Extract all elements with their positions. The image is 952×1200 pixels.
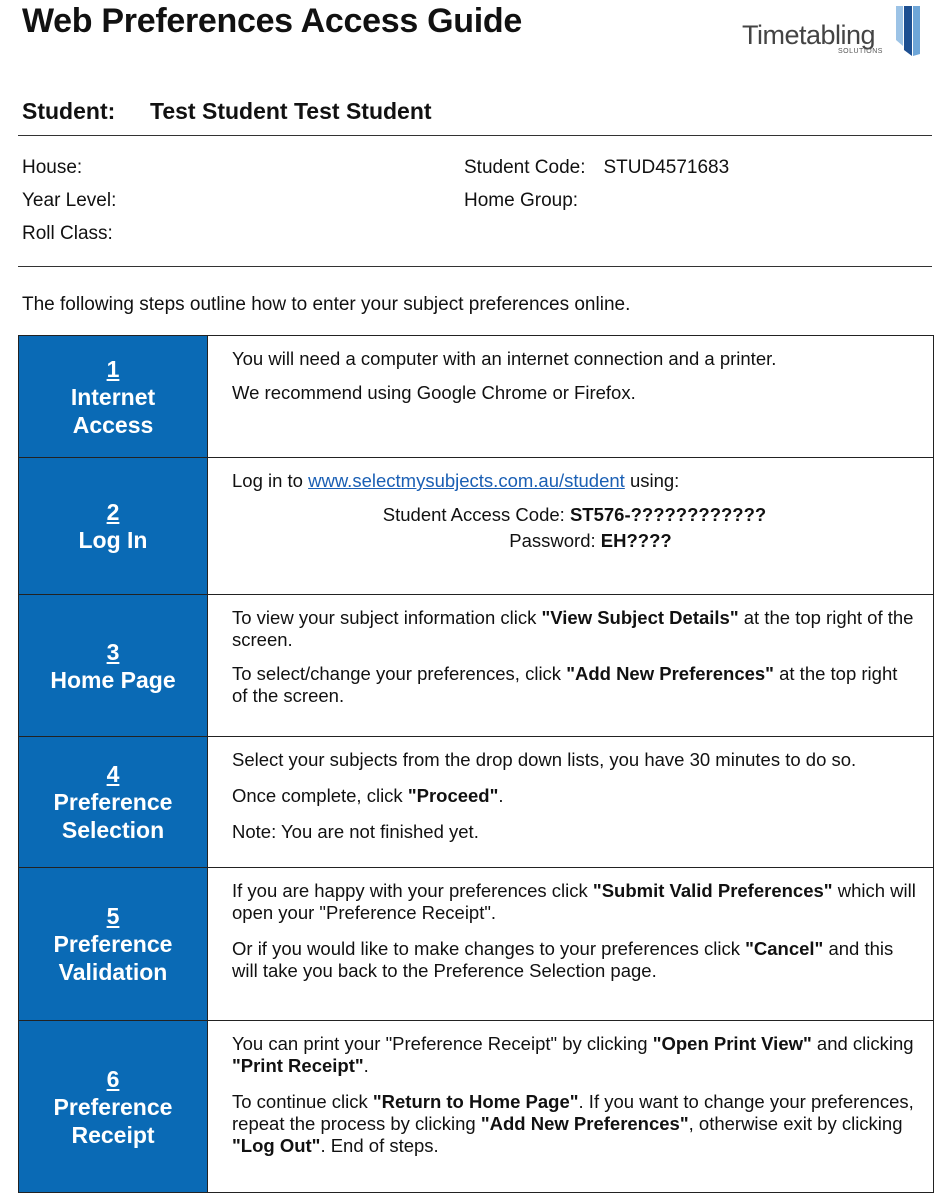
text-span: If you are happy with your preferences click <box>232 880 593 901</box>
step-text <box>232 663 917 707</box>
step-title: Validation <box>58 959 168 985</box>
year-level-label: Year Level: <box>22 190 117 211</box>
step-row <box>19 737 934 868</box>
access-code-value: ST576-???????????? <box>569 504 767 525</box>
step-heading <box>19 595 208 737</box>
text-span: Log in to <box>232 470 309 491</box>
step-number: 1 <box>106 355 120 382</box>
text-span: at the top right of the screen. <box>232 663 898 706</box>
home-group-field <box>464 190 578 212</box>
text-span: , otherwise exit by clicking <box>688 1113 903 1134</box>
access-code-label: Student Access Code: <box>382 504 570 525</box>
select-my-subjects-link[interactable]: www.selectmysubjects.com.au/student <box>308 470 625 491</box>
text-span: . <box>363 1055 369 1076</box>
step-heading <box>19 336 208 458</box>
step-text: Note: You are not finished yet. <box>232 821 479 842</box>
password-label: Password: <box>509 530 601 551</box>
bold-text: "Open Print View" <box>652 1033 812 1054</box>
step-title: Access <box>72 411 154 438</box>
step-text <box>232 607 917 651</box>
text-span: Once complete, click <box>232 785 408 806</box>
logo-wordmark: Timetabling <box>742 20 876 50</box>
bold-text: "Return to Home Page" <box>372 1091 579 1112</box>
logo-subtext: SOLUTIONS <box>838 48 883 55</box>
step-content <box>208 1021 934 1193</box>
step-content <box>208 595 934 737</box>
roll-class-label: Roll Class: <box>22 223 113 244</box>
step-heading <box>19 458 208 595</box>
step-number: 6 <box>106 1065 120 1092</box>
text-span: . End of steps. <box>320 1135 439 1156</box>
step-number: 3 <box>106 638 120 665</box>
intro-text: The following steps outline how to enter your subject preferences online. <box>22 294 631 315</box>
step-number: 2 <box>106 499 120 525</box>
step-title: Preference <box>53 1093 173 1120</box>
step-text <box>232 938 917 982</box>
step-number: 5 <box>106 903 120 929</box>
step-text <box>232 785 917 807</box>
step-content <box>208 737 934 868</box>
text-span: . If you want to change your preferences, repeat the process by clicking <box>232 1091 914 1134</box>
text-span: and clicking <box>811 1033 914 1054</box>
step-text <box>232 880 917 924</box>
step-number: 4 <box>106 761 120 787</box>
step-text <box>232 1091 917 1157</box>
step-heading <box>19 1021 208 1193</box>
step-title: Preference <box>53 931 173 957</box>
text-span: To select/change your preferences, click <box>232 663 567 684</box>
bold-text: "View Subject Details" <box>541 607 739 628</box>
timetabling-logo <box>742 6 922 56</box>
bold-text: "Add New Preferences" <box>480 1113 689 1134</box>
step-content <box>208 336 934 458</box>
step-title: Selection <box>61 817 165 843</box>
text-span: using: <box>624 470 680 491</box>
logo-bars-icon <box>882 6 922 56</box>
bold-text: "Submit Valid Preferences" <box>592 880 833 901</box>
text-span: at the top right of the screen. <box>232 607 914 650</box>
bold-text: "Add New Preferences" <box>566 663 774 684</box>
roll-class-field <box>22 223 113 245</box>
step-content <box>208 868 934 1021</box>
student-code-field <box>464 157 729 179</box>
access-code-line <box>232 504 917 526</box>
step-text: We recommend using Google Chrome or Firefox. <box>232 382 636 403</box>
student-name: Test Student Test Student <box>150 98 432 124</box>
year-level-field <box>22 190 116 212</box>
text-span: Or if you would like to make changes to your preferences click <box>232 938 746 959</box>
house-label: House: <box>22 157 83 178</box>
step-text <box>232 470 917 492</box>
house-field <box>22 157 82 179</box>
step-content <box>208 458 934 595</box>
bold-text: "Log Out" <box>232 1135 321 1156</box>
student-label: Student: <box>22 98 116 124</box>
bold-text: "Print Receipt" <box>232 1055 364 1076</box>
step-title: Home Page <box>50 666 176 693</box>
home-group-label: Home Group: <box>464 190 579 211</box>
step-title: Preference <box>53 789 173 815</box>
step-text <box>232 1033 917 1077</box>
text-span: To continue click <box>232 1091 373 1112</box>
step-heading <box>19 868 208 1021</box>
divider-top <box>18 135 932 136</box>
text-span: which will open your "Preference Receipt". <box>232 880 916 923</box>
step-row <box>19 868 934 1021</box>
step-text: Select your subjects from the drop down lists, you have 30 minutes to do so. <box>232 749 857 770</box>
step-row <box>19 458 934 595</box>
student-code-value: STUD4571683 <box>603 157 730 178</box>
step-title: Internet <box>70 383 156 410</box>
step-text: You will need a computer with an internet connection and a printer. <box>232 348 777 369</box>
step-title: Log In <box>78 527 148 553</box>
step-heading <box>19 737 208 868</box>
bold-text: "Proceed" <box>407 785 499 806</box>
student-heading <box>22 98 432 125</box>
step-row <box>19 595 934 737</box>
password-value: EH???? <box>600 530 672 551</box>
steps-table <box>18 335 934 1193</box>
text-span: and this will take you back to the Preference Selection page. <box>232 938 894 981</box>
text-span: . <box>498 785 504 806</box>
text-span: You can print your "Preference Receipt" by clicking <box>232 1033 653 1054</box>
student-code-label: Student Code: <box>464 157 586 178</box>
step-row <box>19 336 934 458</box>
text-span: To view your subject information click <box>232 607 542 628</box>
page-title: Web Preferences Access Guide <box>22 2 522 40</box>
divider-bottom <box>18 266 932 267</box>
password-line <box>232 530 917 552</box>
step-row <box>19 1021 934 1193</box>
bold-text: "Cancel" <box>745 938 824 959</box>
step-title: Receipt <box>71 1121 155 1148</box>
